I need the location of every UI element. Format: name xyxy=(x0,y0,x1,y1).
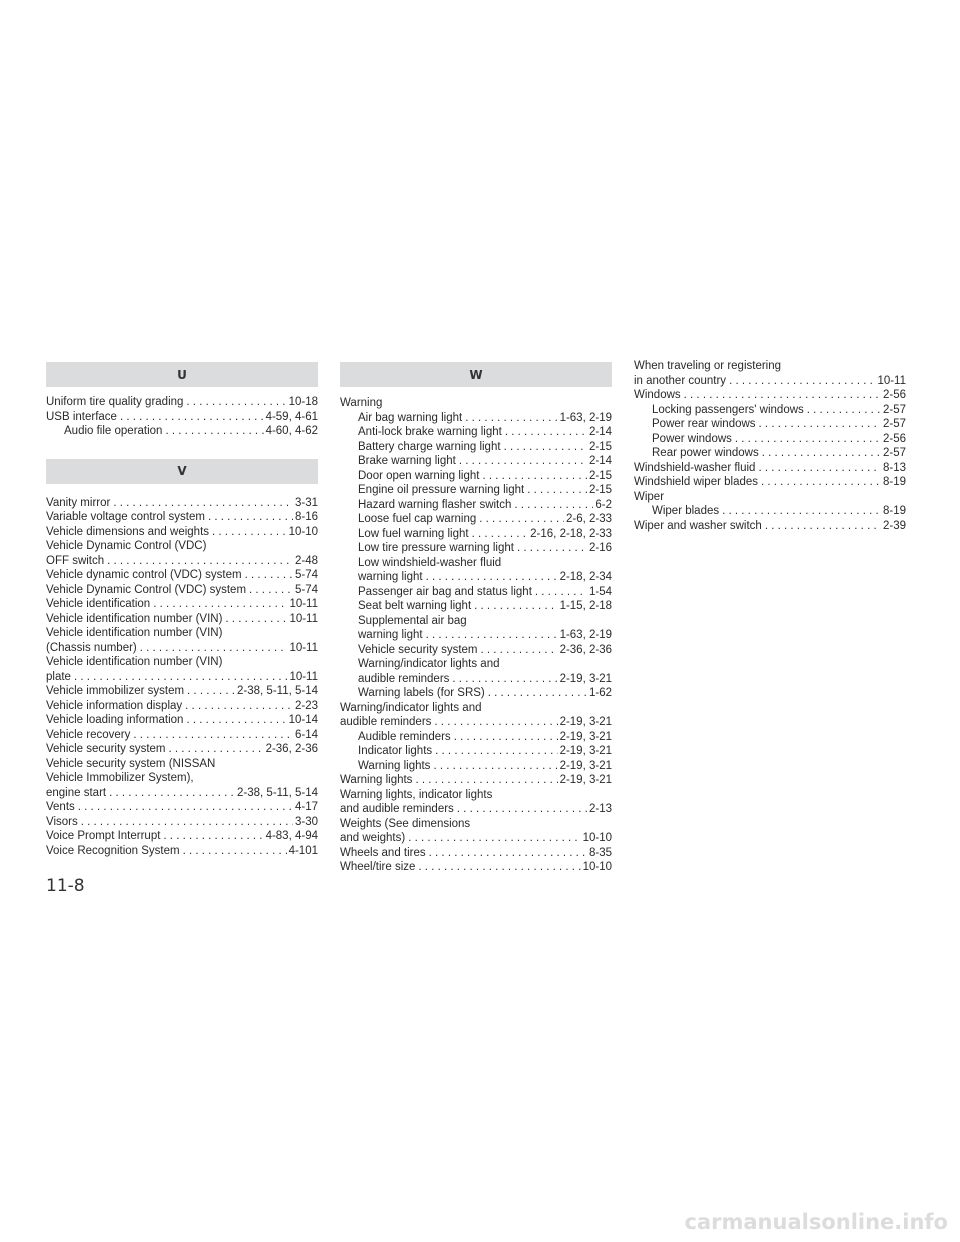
index-entry: Warning/indicator lights and xyxy=(340,701,482,714)
index-subentry: Low windshield-washer fluid xyxy=(358,556,502,569)
index-subentry: Power windows . . . 2-56 xyxy=(634,432,906,447)
index-entry: Vehicle loading information . . . 10-14 xyxy=(46,713,318,728)
index-subentry: Audio file operation . . . 4-60, 4-62 xyxy=(46,424,318,439)
index-subentry: Wiper blades . . . 8-19 xyxy=(634,504,906,519)
index-subentry: Rear power windows . . . 2-57 xyxy=(634,446,906,461)
index-entry: Vehicle identification number (VIN) . . . 10-11 xyxy=(46,612,318,627)
index-entry: Weights (See dimensions xyxy=(340,817,471,830)
index-subentry: Warning/indicator lights and xyxy=(358,658,500,670)
section-w-continued-entries xyxy=(634,359,906,533)
index-entry: Windshield wiper blades . . . 8-19 xyxy=(634,475,906,490)
index-entry: Wheels and tires . . . 8-35 xyxy=(340,846,612,861)
index-subentry: Vehicle security system . . . 2-36, 2-36 xyxy=(340,643,612,658)
index-entry: Wiper xyxy=(634,490,665,503)
section-letter: W xyxy=(469,367,483,382)
index-subentry: Audible reminders . . . 2-19, 3-21 xyxy=(340,730,612,745)
index-entry: Vehicle identification number (VIN) xyxy=(46,656,223,668)
index-entry: Vents . . . 4-17 xyxy=(46,800,318,815)
page-number: 11-8 xyxy=(46,876,85,896)
index-entry: Vehicle identification number (VIN) xyxy=(46,627,223,639)
index-entry: engine start . . . 2-38, 5-11, 5-14 xyxy=(46,786,318,801)
index-entry: Vehicle identification . . . 10-11 xyxy=(46,597,318,612)
index-entry: Vehicle security system (NISSAN xyxy=(46,757,216,770)
index-entry: OFF switch . . . 2-48 xyxy=(46,554,318,569)
index-entry: Wheel/tire size . . . 10-10 xyxy=(340,860,612,875)
section-header-u xyxy=(46,362,318,387)
index-subentry: Warning labels (for SRS) . . . 1-62 xyxy=(340,686,612,701)
index-subentry: Indicator lights . . . 2-19, 3-21 xyxy=(340,744,612,759)
index-subentry: Engine oil pressure warning light . . . 2-15 xyxy=(340,483,612,498)
index-subentry: Door open warning light . . . 2-15 xyxy=(340,469,612,484)
index-subentry: Low fuel warning light . . . 2-16, 2-18, 2-33 xyxy=(340,527,612,542)
watermark: carmanualsonline.info xyxy=(684,1210,948,1234)
index-entry: Windows . . . 2-56 xyxy=(634,388,906,403)
index-subentry: Locking passengers' windows . . . 2-57 xyxy=(634,403,906,418)
index-entry: Warning lights . . . 2-19, 3-21 xyxy=(340,773,612,788)
index-subentry: Air bag warning light . . . 1-63, 2-19 xyxy=(340,411,612,426)
index-subentry: Warning lights . . . 2-19, 3-21 xyxy=(340,759,612,774)
index-column-1 xyxy=(46,0,318,858)
section-letter: U xyxy=(177,367,187,382)
section-v-entries xyxy=(46,496,318,859)
index-subentry: Anti-lock brake warning light . . . 2-14 xyxy=(340,425,612,440)
index-entry: Vehicle Dynamic Control (VDC) system . . . 5-74 xyxy=(46,583,318,598)
index-entry: Warning lights, indicator lights xyxy=(340,788,493,801)
index-entry: Vehicle Immobilizer System), xyxy=(46,772,194,784)
index-entry: USB interface . . . 4-59, 4-61 xyxy=(46,410,318,425)
index-entry: and weights) . . . 10-10 xyxy=(340,831,612,846)
index-entry: audible reminders . . . 2-19, 3-21 xyxy=(340,715,612,730)
index-entry: in another country . . . 10-11 xyxy=(634,374,906,389)
index-subentry: warning light . . . 2-18, 2-34 xyxy=(340,570,612,585)
index-subentry: warning light . . . 1-63, 2-19 xyxy=(340,628,612,643)
index-subentry: Hazard warning flasher switch . . . 6-2 xyxy=(340,498,612,513)
index-subentry: Supplemental air bag xyxy=(358,614,467,627)
index-entry: and audible reminders . . . 2-13 xyxy=(340,802,612,817)
index-entry: When traveling or registering xyxy=(634,360,782,372)
index-entry: Voice Recognition System . . . 4-101 xyxy=(46,844,318,859)
section-header-v xyxy=(46,459,318,484)
index-subentry: Power rear windows . . . 2-57 xyxy=(634,417,906,432)
index-subentry: Passenger air bag and status light . . . 1-54 xyxy=(340,585,612,600)
index-entry: Vehicle immobilizer system . . . 2-38, 5-11, 5-14 xyxy=(46,684,318,699)
section-letter: V xyxy=(177,464,187,478)
index-subentry: Low tire pressure warning light . . . 2-16 xyxy=(340,541,612,556)
index-subentry: Brake warning light . . . 2-14 xyxy=(340,454,612,469)
index-entry: Voice Prompt Interrupt . . . 4-83, 4-94 xyxy=(46,829,318,844)
index-entry: (Chassis number) . . . 10-11 xyxy=(46,641,318,656)
index-subentry: Loose fuel cap warning . . . 2-6, 2-33 xyxy=(340,512,612,527)
section-u-entries xyxy=(46,395,318,439)
index-column-2 xyxy=(340,0,612,875)
section-header-w xyxy=(340,362,612,387)
index-entry: Vehicle information display . . . 2-23 xyxy=(46,699,318,714)
index-entry: Windshield-washer fluid . . . 8-13 xyxy=(634,461,906,476)
index-entry: Uniform tire quality grading . . . 10-18 xyxy=(46,395,318,410)
index-subentry: audible reminders . . . 2-19, 3-21 xyxy=(340,672,612,687)
index-entry: Vehicle security system . . . 2-36, 2-36 xyxy=(46,742,318,757)
index-entry: Variable voltage control system . . . 8-16 xyxy=(46,510,318,525)
index-entry: Vehicle dynamic control (VDC) system . . . 5-74 xyxy=(46,568,318,583)
index-entry: plate . . . 10-11 xyxy=(46,670,318,685)
section-w-entries xyxy=(340,396,612,875)
index-entry: Vehicle recovery . . . 6-14 xyxy=(46,728,318,743)
index-column-3 xyxy=(634,0,906,533)
index-subentry: Battery charge warning light . . . 2-15 xyxy=(340,440,612,455)
index-entry: Vanity mirror . . . 3-31 xyxy=(46,496,318,511)
index-entry: Wiper and washer switch . . . 2-39 xyxy=(634,519,906,534)
index-subentry: Seat belt warning light . . . 1-15, 2-18 xyxy=(340,599,612,614)
index-entry: Warning xyxy=(340,397,383,409)
index-entry: Vehicle Dynamic Control (VDC) xyxy=(46,540,207,552)
index-entry: Vehicle dimensions and weights . . . 10-10 xyxy=(46,525,318,540)
index-entry: Visors . . . 3-30 xyxy=(46,815,318,830)
